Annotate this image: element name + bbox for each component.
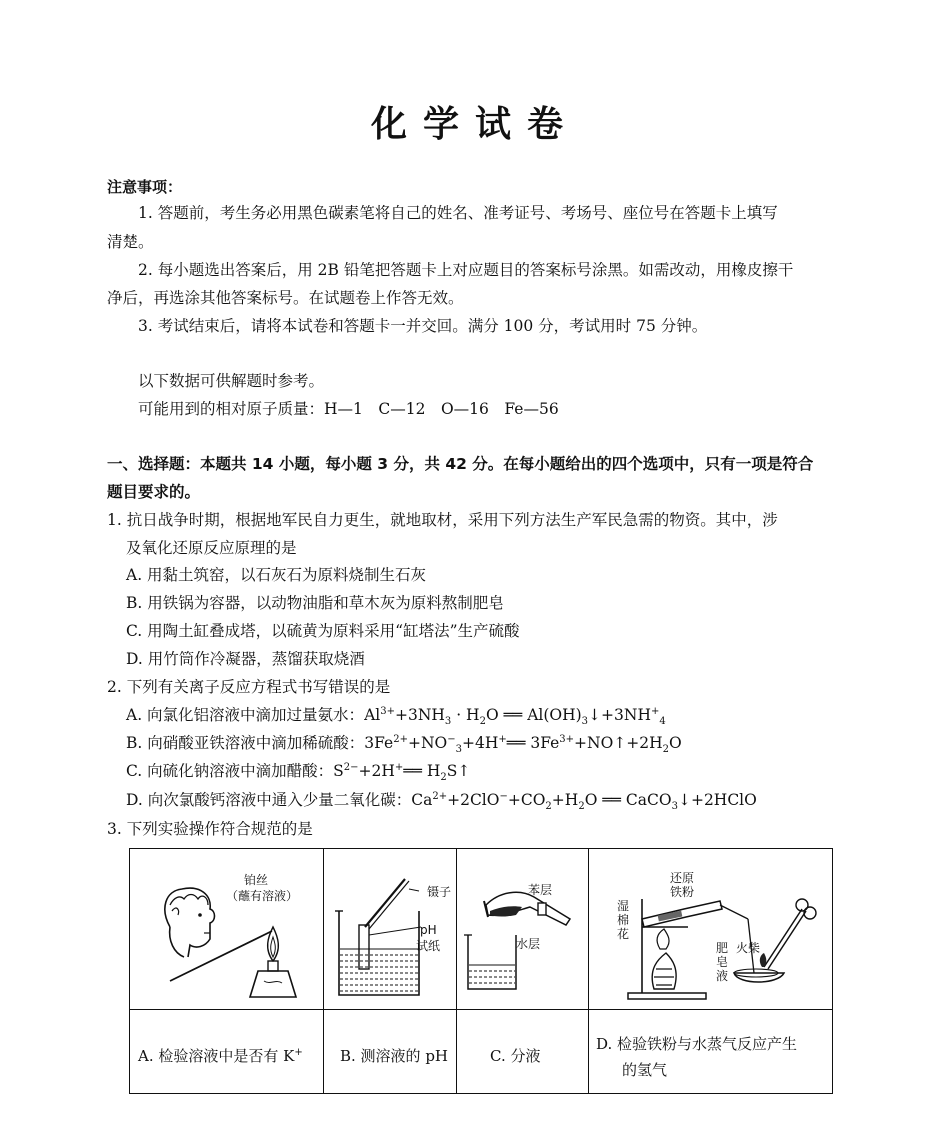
section-heading-cont: 题目要求的。 — [107, 483, 201, 501]
q3-stem: 3. 下列实验操作符合规范的是 — [107, 820, 313, 838]
caption-d-line1: D. 检验铁粉与水蒸气反应产生 — [596, 1035, 798, 1053]
atomic-masses: 可能用到的相对原子质量：H—1 C—12 O—16 Fe—56 — [138, 400, 559, 418]
caption-b: B. 测溶液的 pH — [340, 1047, 449, 1065]
label-reduced-iron-2: 铁粉 — [670, 885, 695, 899]
page-title: 化学试卷 — [370, 104, 579, 145]
label-dipped-solution: （蘸有溶液） — [226, 889, 299, 903]
q2-option-b: B. 向硝酸亚铁溶液中滴加稀硫酸：$3Fe^{2+}+NO^-_3+4H^+══$ $3Fe^{3+}+NO↑+2H_2O$ — [126, 733, 682, 756]
q1-stem: 1. 抗日战争时期，根据地军民自力更生，就地取材，采用下列方法生产军民急需的物资。其中，涉 — [107, 511, 778, 529]
notice-item-1-cont: 清楚。 — [107, 233, 154, 251]
caption-a: A. 检验溶液中是否有 K+ — [138, 1047, 303, 1065]
label-ph-paper-1: pH — [420, 923, 437, 937]
label-benzene-layer: 苯层 — [528, 883, 553, 897]
q1-option-d: D. 用竹筒作冷凝器，蒸馏获取烧酒 — [126, 650, 365, 668]
label-wet-cotton-3: 花 — [617, 927, 630, 941]
label-soap-1: 肥 — [716, 941, 729, 955]
notice-item-1: 1. 答题前，考生务必用黑色碳素笔将自己的姓名、准考证号、考场号、座位号在答题卡上填写 — [138, 204, 778, 222]
section-heading: 一、选择题：本题共 14 小题，每小题 3 分，共 42 分。在每小题给出的四个选项中，只有一项是符合 — [107, 455, 814, 473]
label-match: 火柴 — [736, 941, 761, 955]
label-ph-paper-2: 试纸 — [416, 939, 441, 953]
q3-experiment-table — [129, 848, 833, 1094]
caption-c: C. 分液 — [490, 1047, 541, 1065]
notice-item-3: 3. 考试结束后，请将本试卷和答题卡一并交回。满分 100 分，考试用时 75 分钟。 — [138, 317, 708, 335]
q1-stem-cont: 及氧化还原反应原理的是 — [126, 539, 297, 557]
label-water-layer: 水层 — [516, 937, 541, 951]
q1-option-c: C. 用陶土缸叠成塔，以硫黄为原料采用“缸塔法”生产硫酸 — [126, 622, 520, 640]
label-tweezers: 镊子 — [427, 885, 452, 899]
q2-option-c: C. 向硫化钠溶液中滴加醋酸：$S^{2-}+2H^+══$ $H_2S↑$ — [126, 761, 471, 784]
label-wet-cotton-2: 棉 — [617, 913, 630, 927]
notice-item-2: 2. 每小题选出答案后，用 2B 铅笔把答题卡上对应题目的答案标号涂黑。如需改动，用橡皮擦干 — [138, 261, 794, 279]
label-reduced-iron-1: 还原 — [670, 871, 695, 885]
caption-d-line2: 的氢气 — [622, 1061, 668, 1079]
q2-stem: 2. 下列有关离子反应方程式书写错误的是 — [107, 678, 391, 696]
flame-test-illustration — [130, 849, 323, 1009]
reference-intro: 以下数据可供解题时参考。 — [138, 372, 325, 390]
q1-option-a: A. 用黏土筑窑，以石灰石为原料烧制生石灰 — [126, 566, 427, 584]
label-soap-2: 皂 — [716, 955, 729, 969]
q1-option-b: B. 用铁锅为容器，以动物油脂和草木灰为原料熬制肥皂 — [126, 594, 504, 612]
label-wet-cotton-1: 湿 — [617, 899, 630, 913]
notice-heading: 注意事项： — [107, 178, 183, 196]
label-platinum-wire: 铂丝 — [244, 873, 269, 887]
label-soap-3: 液 — [716, 969, 729, 983]
separation-illustration — [456, 849, 588, 1009]
q2-option-d: D. 向次氯酸钙溶液中通入少量二氧化碳：$Ca^{2+}+2ClO^-+CO_2+H_2O$ ══ CaCO$_3$↓+2HClO — [126, 790, 757, 813]
q2-option-a: A. 向氯化铝溶液中滴加过量氨水：$Al^{3+}+3NH_3 \cdot H_2O$ ══ $Al(OH)_3↓+3NH^+_4$ — [126, 705, 666, 728]
notice-item-2-cont: 净后，再选涂其他答案标号。在试题卷上作答无效。 — [107, 289, 464, 307]
